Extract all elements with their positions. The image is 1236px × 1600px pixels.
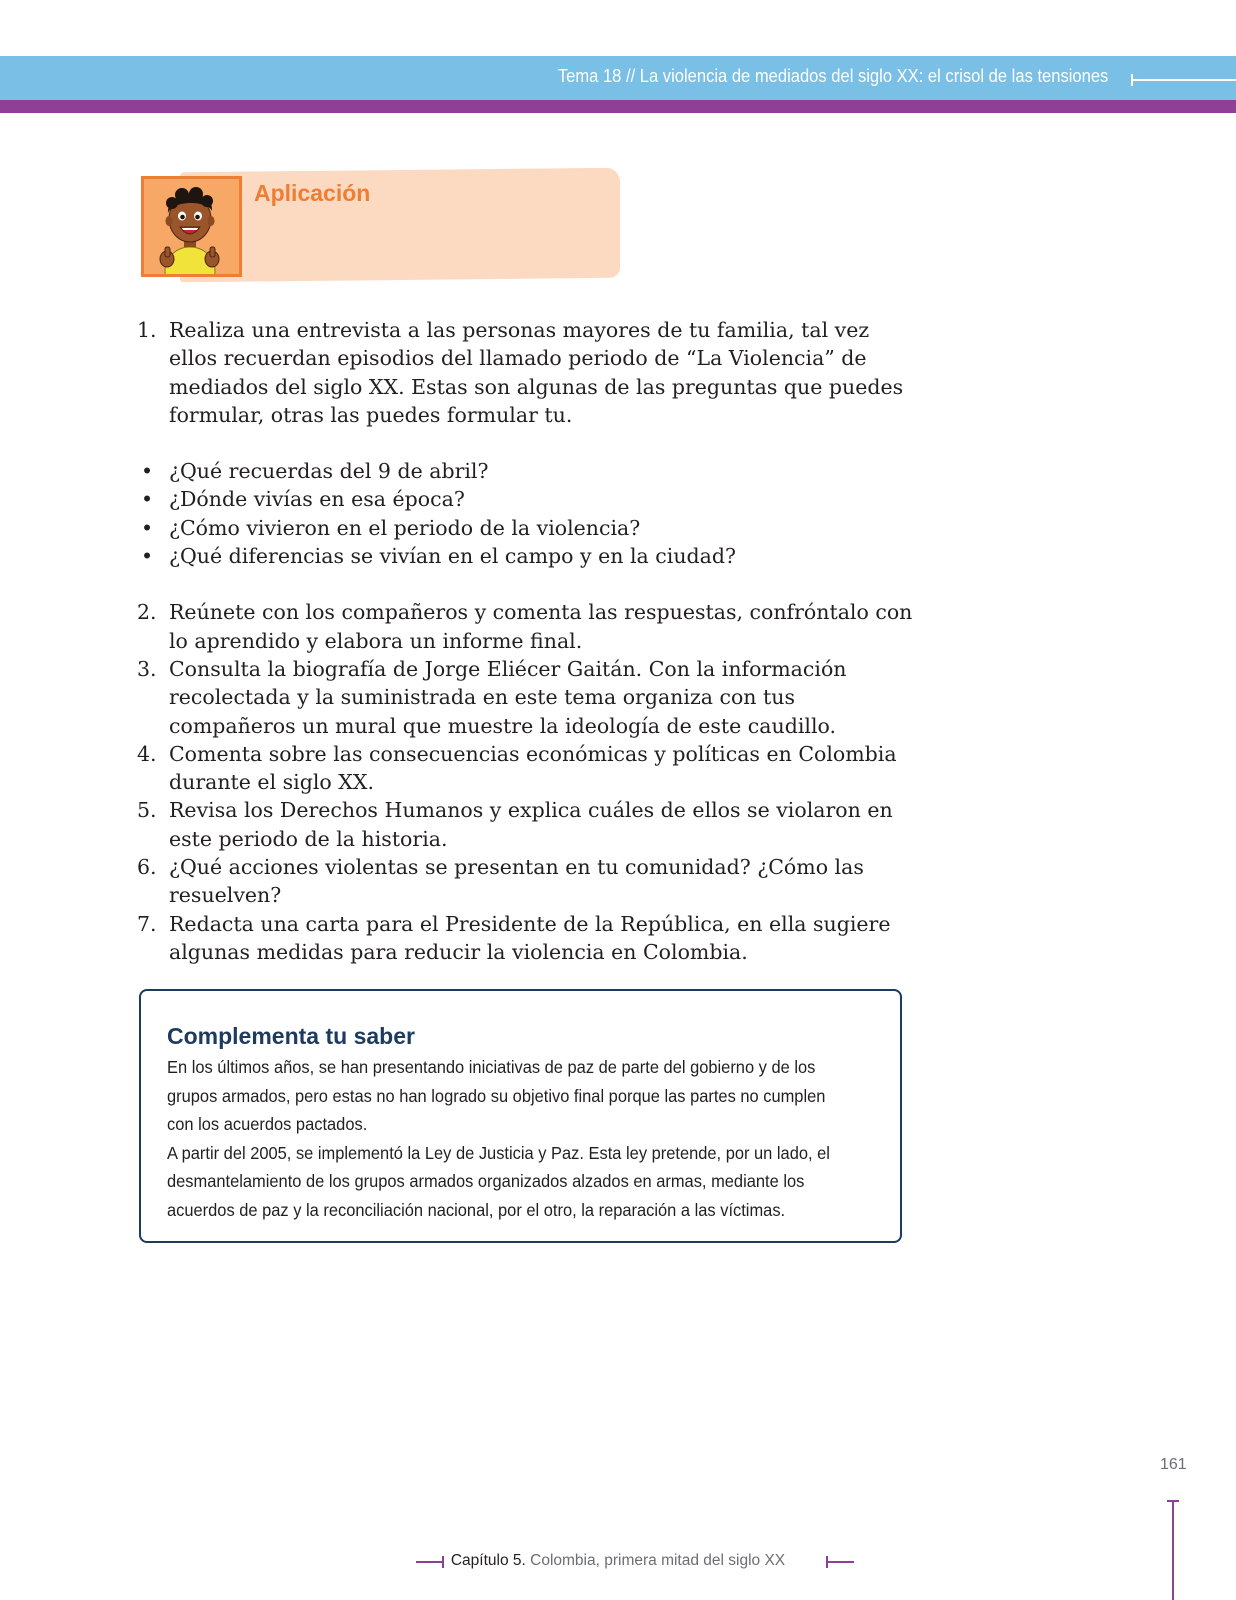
activity-item [137, 655, 917, 740]
bullet-icon: • [141, 487, 154, 512]
activity-number: 7. [137, 911, 157, 936]
activity-text: Consulta la biografía de Jorge Eliécer Gaitán. Con la información recolectada y la suministrada en este tema organiza con tus compañeros un mural que muestre la ideología de este caudillo. [169, 656, 847, 738]
footer [0, 1552, 1236, 1570]
activity-number: 5. [137, 798, 157, 823]
footer-line-right [826, 1561, 854, 1563]
complementa-paragraph: A partir del 2005, se implementó la Ley de Justicia y Paz. Esta ley pretende, por un lado, el desmantelamiento de los grupos armados organizados alzados en armas, mediante los acuerdos de paz y la reconciliación nacional, por el otro, la reparación a las víctimas. [167, 1142, 830, 1220]
activity-item [137, 740, 917, 797]
footer-title: Colombia, primera mitad del siglo XX [530, 1552, 786, 1569]
question-item [137, 542, 917, 570]
page-number: 161 [1160, 1456, 1187, 1473]
activity-number: 6. [137, 855, 157, 880]
question-text: ¿Qué recuerdas del 9 de abril? [169, 459, 489, 484]
activity-text: Comenta sobre las consecuencias económicas y políticas en Colombia durante el siglo XX. [169, 741, 897, 795]
activity-item [137, 316, 917, 429]
activity-text: ¿Qué acciones violentas se presentan en tu comunidad? ¿Cómo las resuelven? [169, 855, 864, 908]
activity-item [137, 796, 917, 853]
complementa-body [167, 1053, 849, 1224]
question-item [137, 514, 917, 542]
bullet-icon: • [141, 515, 154, 540]
activity-number: 4. [137, 741, 157, 766]
activity-number: 1. [137, 318, 157, 342]
bullet-icon: • [141, 459, 154, 484]
aplicacion-title: Aplicación [254, 180, 371, 206]
bullet-icon: • [141, 544, 154, 569]
question-item [137, 485, 917, 513]
activity-text: Reúnete con los compañeros y comenta las respuestas, confróntalo con lo aprendido y elabora un informe final. [169, 600, 913, 653]
header-title: Tema 18 // La violencia de mediados del siglo XX: el crisol de las tensiones [557, 66, 1108, 86]
aplicacion-mascot-frame [141, 176, 242, 277]
side-line [1172, 1500, 1174, 1600]
question-item [137, 457, 917, 485]
complementa-title: Complementa tu saber [167, 1023, 415, 1049]
activity-item [137, 853, 917, 910]
activity-text: Realiza una entrevista a las personas mayores de tu familia, tal vez ellos recuerdan episodios del llamado periodo de “La Violencia” de mediados del siglo XX. Estas son algunas de las preguntas que puedes formular, otras las puedes formular tu. [169, 318, 904, 427]
activity-number: 2. [137, 600, 157, 625]
question-text: ¿Qué diferencias se vivían en el campo y en la ciudad? [169, 544, 736, 569]
activity-text: Revisa los Derechos Humanos y explica cuáles de ellos se violaron en este periodo de la historia. [169, 798, 893, 851]
activities-list [137, 316, 917, 966]
header-stripe [0, 100, 1236, 113]
activity-item [137, 910, 917, 967]
footer-chapter: Capítulo 5. [450, 1552, 526, 1569]
activity-number: 3. [137, 656, 157, 681]
activity-text: Redacta una carta para el Presidente de la República, en ella sugiere algunas medidas para reducir la violencia en Colombia. [169, 911, 891, 964]
question-text: ¿Cómo vivieron en el periodo de la violencia? [169, 515, 641, 540]
aplicacion-banner [180, 168, 620, 283]
complementa-paragraph: En los últimos años, se han presentando iniciativas de paz de parte del gobierno y de los grupos armados, pero estas no han logrado su objetivo final porque las partes no cumplen con los acuerdos pactados. [167, 1057, 826, 1134]
question-text: ¿Dónde vivías en esa época? [169, 487, 465, 512]
header-line [1131, 79, 1236, 81]
smiling-kid-thumbs-up-icon [144, 179, 239, 274]
activity-item [137, 598, 917, 655]
